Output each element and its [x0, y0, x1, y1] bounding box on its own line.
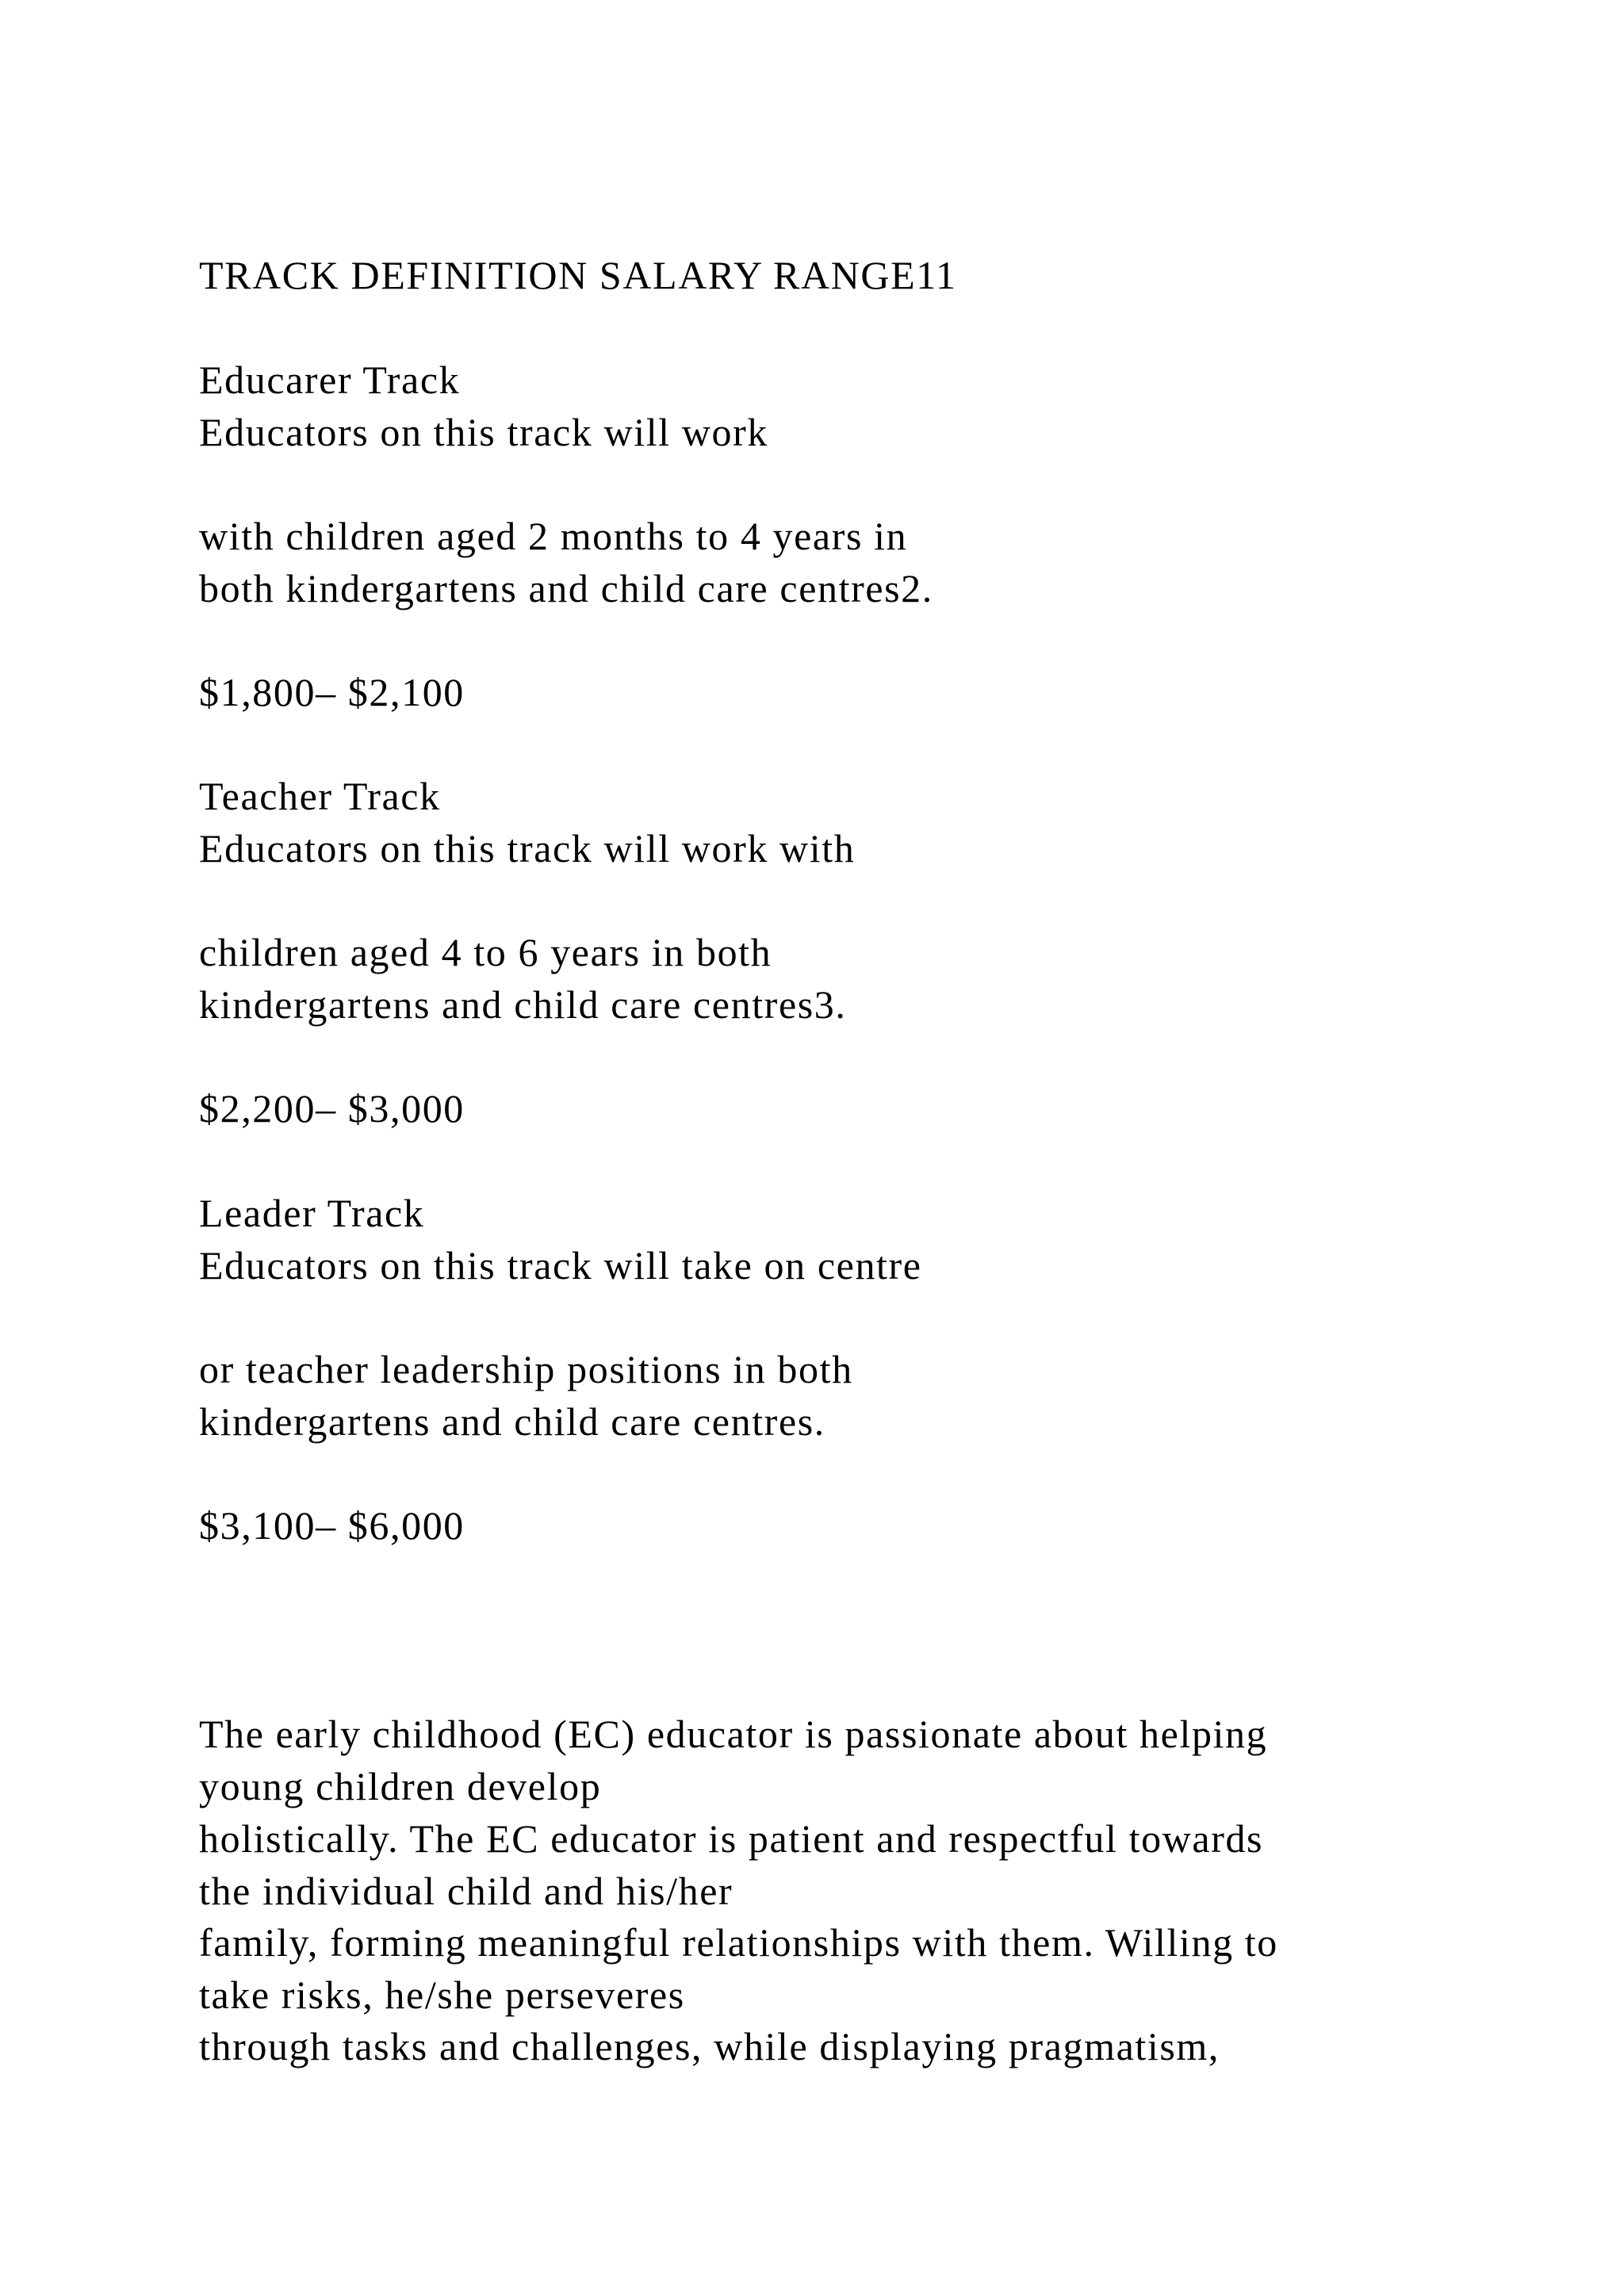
paragraph-line: family, forming meaningful relationships with them. Willing to	[199, 1920, 1278, 1965]
track-definition-line: both kindergartens and child care centres2.	[199, 566, 933, 610]
paragraph-line: holistically. The EC educator is patient and respectful towards	[199, 1816, 1264, 1861]
track-definition-line: Educators on this track will take on centre	[199, 1243, 922, 1288]
track-title-leader: Leader Track	[199, 1191, 425, 1235]
track-definition-line: kindergartens and child care centres.	[199, 1399, 825, 1444]
paragraph-line: The early childhood (EC) educator is passionate about helping	[199, 1712, 1268, 1756]
track-definition-line: with children aged 2 months to 4 years in	[199, 514, 908, 558]
salary-range-leader: $3,100– $6,000	[199, 1503, 465, 1548]
track-title-teacher: Teacher Track	[199, 774, 441, 818]
paragraph-line: through tasks and challenges, while displaying pragmatism,	[199, 2024, 1220, 2068]
track-definition-line: Educators on this track will work with	[199, 826, 856, 871]
paragraph-line: take risks, he/she perseveres	[199, 1973, 685, 2017]
salary-range-teacher: $2,200– $3,000	[199, 1086, 465, 1131]
paragraph-line: the individual child and his/her	[199, 1869, 733, 1913]
track-title-educarer: Educarer Track	[199, 358, 461, 402]
paragraph-line: young children develop	[199, 1764, 602, 1808]
table-header: TRACK DEFINITION SALARY RANGE11	[199, 253, 957, 297]
track-definition-line: or teacher leadership positions in both	[199, 1347, 853, 1391]
track-definition-line: children aged 4 to 6 years in both	[199, 930, 772, 974]
salary-range-educarer: $1,800– $2,100	[199, 670, 465, 714]
track-definition-line: kindergartens and child care centres3.	[199, 982, 847, 1027]
track-definition-line: Educators on this track will work	[199, 410, 768, 454]
